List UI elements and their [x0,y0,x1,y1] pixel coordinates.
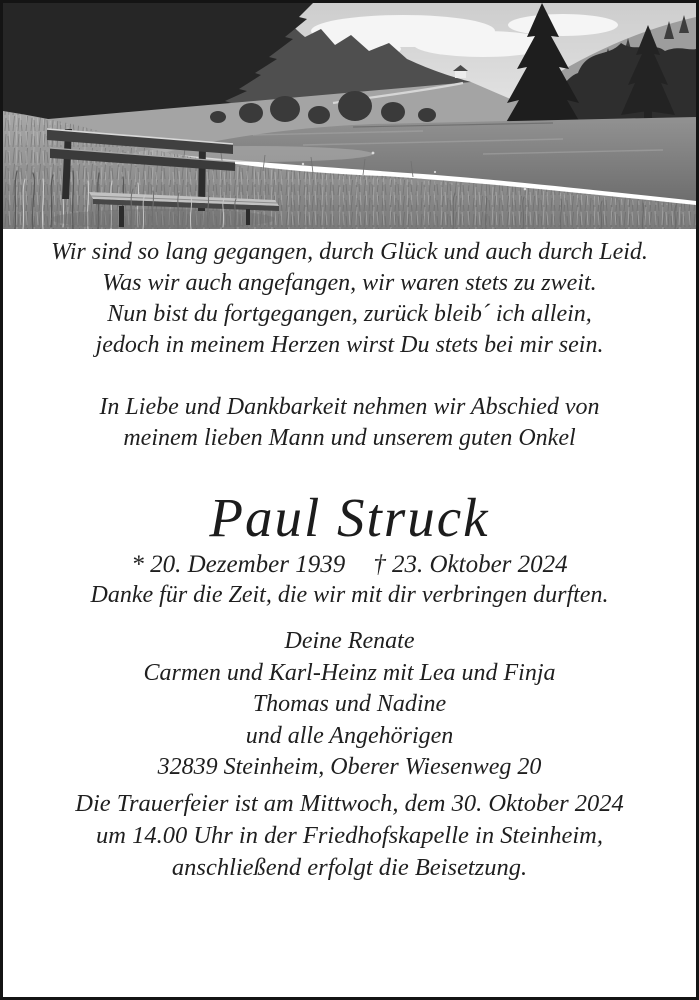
alpine-lake-bench-scene [3,3,696,229]
address-line: 32839 Steinheim, Oberer Wiesenweg 20 [157,754,542,780]
poem-line: Wir sind so lang gegangen, durch Glück und auch durch Leid. [51,239,648,265]
mourner-line: Deine Renate [284,628,415,654]
memorial-photo [3,3,696,229]
poem-line: jedoch in meinem Herzen wirst Du stets bei mir sein. [95,332,604,358]
poem [3,237,696,361]
poem-line: Nun bist du fortgegangen, zurück bleib´ ich allein, [107,301,592,327]
mourners-list [3,626,696,752]
deceased-name: Paul Struck [209,487,490,548]
bench-leg-right [246,209,250,225]
farewell-line: meinem lieben Mann und unserem guten Onkel [123,425,576,451]
bench-shadow [51,209,275,229]
mourner-line: und alle Angehörigen [245,722,454,749]
life-dates [3,549,696,580]
thanks-line: Danke für die Zeit, die wir mit dir verbringen durften. [90,582,609,608]
death-date: † 23. Oktober 2024 [373,551,568,578]
notice-text [3,237,696,884]
funeral-line: anschließend erfolgt die Beisetzung. [171,854,528,881]
birth-date: * 20. Dezember 1939 [131,551,346,578]
farewell-line: In Liebe und Dankbarkeit nehmen wir Abschied von [99,394,600,420]
funeral-line: Die Trauerfeier ist am Mittwoch, dem 30. Oktober 2024 [75,790,624,817]
funeral-info [3,788,696,884]
mourner-line: Carmen und Karl-Heinz mit Lea und Finja [143,659,556,686]
poem-line: Was wir auch angefangen, wir waren stets zu zweit. [102,270,597,296]
funeral-line: um 14.00 Uhr in der Friedhofskapelle in Steinheim, [96,822,603,849]
mourner-line: Thomas und Nadine [252,691,447,717]
bench-leg-left [119,206,124,227]
farewell-intro [3,392,696,454]
